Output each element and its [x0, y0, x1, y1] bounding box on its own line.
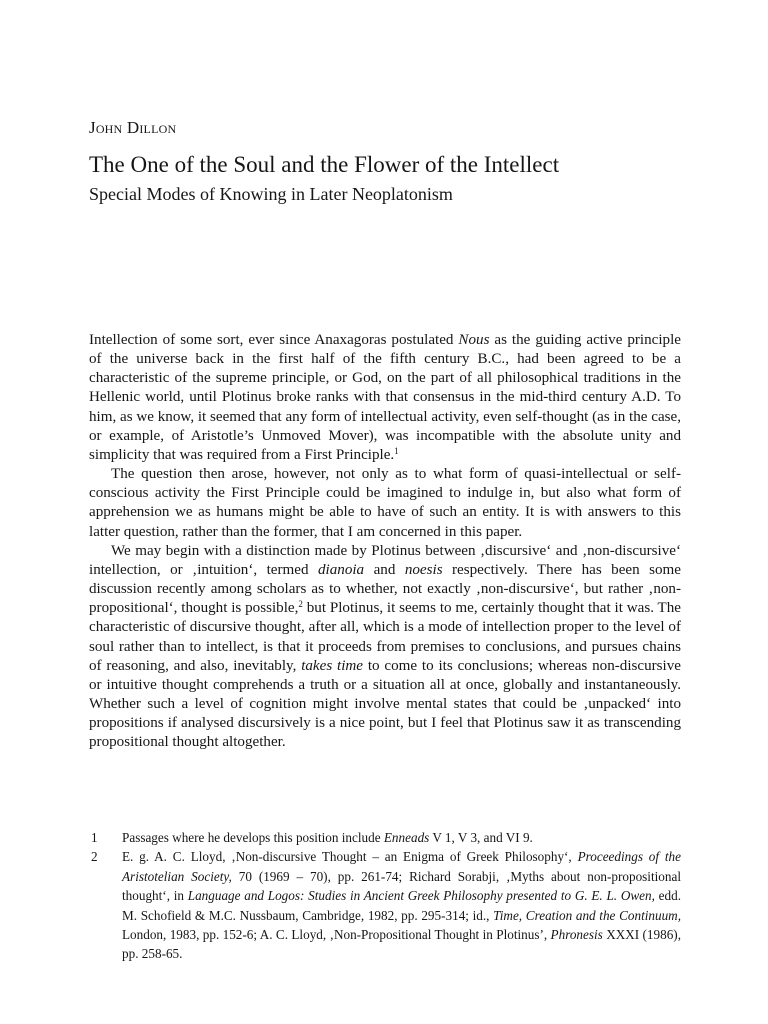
text-run: to come to its conclusions; whereas non-discursive or intuitive thought comprehends a truth or a situation all at once, globally and instantaneously. Whether such a level of cognition might involve mental states that could be ‚unpacked‘ into propositions if analysed discursively is a nice point, but I feel that Plotinus saw it as transcending propositional thought altogether. — [89, 657, 681, 751]
article-title: The One of the Soul and the Flower of the Intellect — [89, 152, 560, 177]
paragraph-3 — [89, 542, 681, 753]
italic-title: Phronesis — [550, 927, 603, 943]
italic-title: Time, Creation and the Continuum, — [493, 907, 681, 923]
text-run: 70 (1969 – 70), pp. 261-74; Richard Sorabji, ‚Myths about non-propositional thought‘, in — [122, 868, 681, 904]
text-run: edd. M. Schofield & M.C. Nussbaum, Cambridge, 1982, pp. 295-314; id., — [122, 888, 682, 923]
italic-phrase-takes-time: takes time — [301, 657, 364, 674]
italic-term-dianoia: dianoia — [317, 561, 365, 578]
footnote-ref-2[interactable]: 2 — [298, 599, 303, 610]
text-run: Passages where he develops this position include — [122, 830, 384, 845]
footnote-number: 1 — [91, 830, 98, 845]
text-run: XXXI (1986), pp. 258-65. — [122, 927, 681, 962]
paragraph-2 — [89, 465, 681, 542]
text-run: but Plotinus, it seems to me, certainly thought that it was. The characteristic of discursive thought, after all, which is a mode of intellection proper to the level of soul rather than to intellect, is that it proceeds from premises to conclusions, and pursues chains of reasoning, and also, inevitably, — [89, 600, 681, 674]
footnote-text — [122, 828, 681, 847]
text-run: as the guiding active principle of the universe back in the first half of the fifth century B.C., had been agreed to be a characteristic of the supreme principle, or God, on the part of all philosophical traditions in the Hellenic world, until Plotinus broke ranks with that consensus in the mid-third century A.D. To him, as we know, it seemed that any form of intellectual activity, even self-thought (as in the case, or example, of Aristotle’s Unmoved Mover), was incompatible with the absolute unity and simplicity that was required from a First Principle. — [89, 332, 682, 463]
main-text — [89, 331, 681, 752]
article-subtitle: Special Modes of Knowing in Later Neoplatonism — [89, 184, 453, 204]
author-name: John Dillon — [89, 118, 177, 137]
italic-title: Proceedings of the Aristotelian Society, — [122, 849, 681, 884]
text-run: Intellection of some sort, ever since Anaxagoras postulated — [89, 332, 459, 348]
text-run: The question then arose, however, not only as to what form of quasi-intellectual or self-conscious activity the First Principle could be imagined to indulge in, but also what form of apprehension we as humans might be able to have of such an entity. It is with answers to this latter question, rather than the former, that I am concerned in this paper. — [89, 466, 681, 540]
italic-title: Language and Logos: Studies in Ancient Greek Philosophy presented to G. E. L. Owen, — [187, 888, 655, 904]
text-run: respectively. There has been some discussion recently among scholars as to whether, not exactly ‚non-discursive‘, but rather ‚non-propositional‘, thought is possible, — [89, 561, 681, 617]
footnote-1 — [89, 828, 681, 847]
italic-title: Enneads — [383, 830, 430, 845]
footnote-ref-1[interactable]: 1 — [394, 445, 399, 456]
paragraph-1 — [89, 331, 681, 465]
footnotes — [89, 828, 681, 964]
text-run: V 1, V 3, and VI 9. — [429, 830, 533, 845]
text-run: and — [364, 561, 405, 578]
footnote-2 — [89, 847, 681, 963]
footnote-text — [122, 847, 681, 963]
text-run: We may begin with a distinction made by Plotinus between ‚discursive‘ and ‚non-discursive‘ intellection, or ‚intuition‘, termed — [89, 542, 681, 578]
italic-term-nous: Nous — [458, 332, 490, 348]
text-run: London, 1983, pp. 152-6; A. C. Lloyd, ‚Non-Propositional Thought in Plotinus’, — [122, 927, 551, 943]
text-run: E. g. A. C. Lloyd, ‚Non-discursive Thought – an Enigma of Greek Philosophy‘, — [122, 849, 578, 865]
footnote-number: 2 — [91, 849, 98, 865]
italic-term-noesis: noesis — [404, 561, 443, 578]
